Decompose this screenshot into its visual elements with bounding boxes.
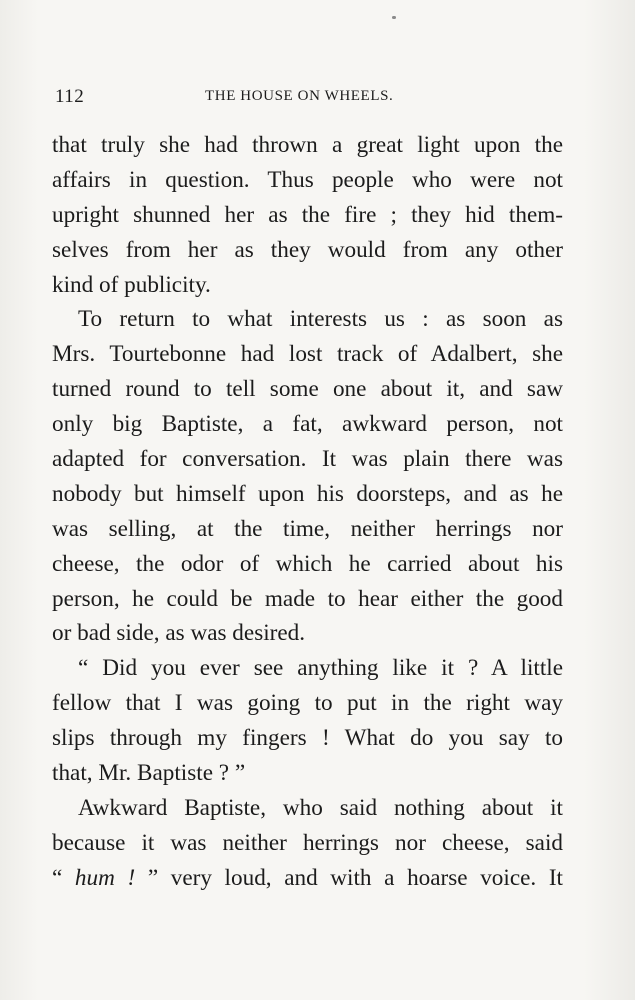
text-line: fellow that I was going to put in the right way (52, 690, 563, 717)
text-line: turned round to tell some one about it, and saw (52, 376, 563, 403)
text-line: “ Did you ever see anything like it ? A little (78, 655, 563, 682)
text-line: person, he could be made to hear either the good (52, 585, 563, 612)
running-head (55, 86, 565, 110)
text-line: only big Baptiste, a fat, awkward person, not (52, 411, 563, 438)
text-line: because it was neither herrings nor cheese, said (52, 829, 563, 856)
page-number: 112 (55, 86, 85, 107)
text-line: Awkward Baptiste, who said nothing about it (78, 794, 563, 821)
text-line: adapted for conversation. It was plain there was (52, 446, 563, 473)
text-line: To return to what interests us : as soon as (78, 306, 563, 333)
text-line: cheese, the odor of which he carried about his (52, 550, 563, 577)
text-line: selves from her as they would from any other (52, 236, 563, 263)
open-quote: “ (52, 864, 75, 891)
text-line: Mrs. Tourtebonne had lost track of Adalbert, she (52, 341, 563, 368)
ink-speck (392, 16, 396, 19)
text-line: slips through my fingers ! What do you say to (52, 725, 563, 752)
body-text (52, 128, 563, 896)
text-line: was selling, at the time, neither herrings nor (52, 515, 563, 542)
running-title: THE HOUSE ON WHEELS. (205, 88, 394, 104)
line-remainder: ” very loud, and with a hoarse voice. It (135, 864, 563, 891)
text-line: that truly she had thrown a great light upon the (52, 132, 563, 158)
text-line: nobody but himself upon his doorsteps, and as he (52, 480, 563, 507)
text-line: that, Mr. Baptiste ? ” (52, 760, 246, 787)
text-line: or bad side, as was desired. (52, 620, 306, 647)
text-line: kind of publicity. (52, 271, 211, 298)
italic-word: hum ! (74, 864, 136, 891)
text-line-final (52, 861, 563, 896)
text-line: upright shunned her as the fire ; they hid them- (52, 201, 563, 228)
text-line: affairs in question. Thus people who were not (52, 166, 563, 193)
